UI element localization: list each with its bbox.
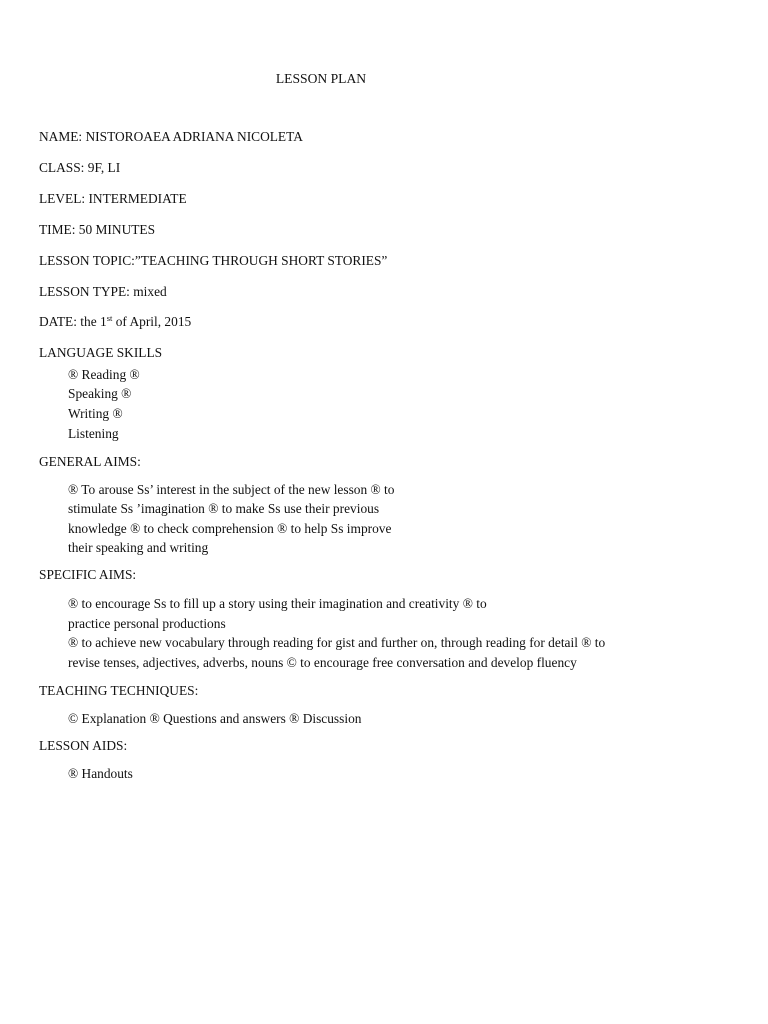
- document-title: LESSON PLAN: [275, 71, 367, 86]
- time-field: TIME: 50 MINUTES: [39, 222, 156, 237]
- general-aims-line: stimulate Ss ’imagination ® to make Ss use their previous: [68, 501, 380, 516]
- date-prefix: DATE: the 1: [39, 314, 107, 329]
- skill-item: ® Reading ®: [68, 367, 140, 382]
- name-field: NAME: NISTOROAEA ADRIANA NICOLETA: [39, 129, 303, 144]
- general-aims-line: ® To arouse Ss’ interest in the subject of the new lesson ® to: [68, 482, 395, 497]
- skill-item: Listening: [68, 426, 119, 441]
- general-aims-line: knowledge ® to check comprehension ® to help Ss improve: [68, 521, 392, 536]
- lesson-aids-heading: LESSON AIDS:: [39, 738, 128, 753]
- specific-aims-line: ® to encourage Ss to fill up a story using their imagination and creativity ® to: [68, 596, 487, 611]
- date-field: [39, 315, 191, 328]
- general-aims-line: their speaking and writing: [68, 540, 209, 555]
- skill-item: Writing ®: [68, 406, 123, 421]
- lesson-type-field: LESSON TYPE: mixed: [39, 284, 167, 299]
- skill-item: Speaking ®: [68, 386, 132, 401]
- specific-aims-line: revise tenses, adjectives, adverbs, nouns © to encourage free conversation and develop fluency: [68, 655, 577, 670]
- specific-aims-line: practice personal productions: [68, 616, 226, 631]
- lesson-topic-field: LESSON TOPIC:”TEACHING THROUGH SHORT STORIES”: [39, 253, 388, 268]
- level-field: LEVEL: INTERMEDIATE: [39, 191, 187, 206]
- date-suffix: of April, 2015: [112, 314, 192, 329]
- lesson-aids-line: ® Handouts: [68, 766, 133, 781]
- language-skills-heading: LANGUAGE SKILLS: [39, 345, 163, 360]
- date-ordinal: st: [106, 313, 113, 323]
- teaching-techniques-line: © Explanation ® Questions and answers ® Discussion: [68, 711, 362, 726]
- teaching-techniques-heading: TEACHING TECHNIQUES:: [39, 683, 199, 698]
- specific-aims-line: ® to achieve new vocabulary through reading for gist and further on, through reading for detail ® to: [68, 635, 606, 650]
- specific-aims-heading: SPECIFIC AIMS:: [39, 567, 137, 582]
- general-aims-heading: GENERAL AIMS:: [39, 454, 141, 469]
- class-field: CLASS: 9F, LI: [39, 160, 121, 175]
